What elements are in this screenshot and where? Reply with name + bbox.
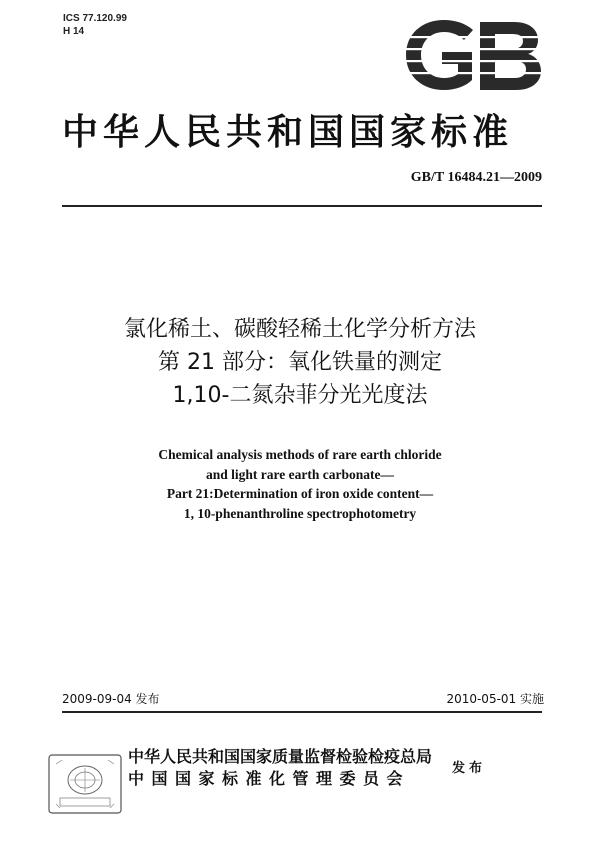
top-divider	[62, 205, 542, 207]
issuer-line-2: 中国国家标准化管理委员会	[128, 769, 411, 788]
bottom-divider	[62, 711, 542, 713]
english-title-line-4: 1, 10-phenanthroline spectrophotometry	[183, 505, 417, 521]
issuer-seal-icon	[46, 752, 124, 816]
issuing-authorities	[128, 746, 432, 790]
publish-label: 发布	[452, 761, 487, 776]
english-title-block	[0, 445, 600, 523]
english-title-line-1: Chemical analysis methods of rare earth chloride	[158, 447, 442, 462]
english-title-line-2: and light rare earth carbonate—	[206, 466, 394, 482]
chinese-title-line-2: 第 21 部分：氧化铁量的测定	[158, 350, 442, 375]
gb-logo	[404, 18, 542, 92]
chinese-title-block	[0, 313, 600, 412]
national-standard-title: 中华人民共和国国家标准	[62, 111, 514, 153]
standard-number: GB/T 16484.21—2009	[410, 170, 542, 185]
implementation-date: 2010-05-01 实施	[446, 692, 544, 706]
issuer-line-1: 中华人民共和国国家质量监督检验检疫总局	[128, 747, 433, 766]
classification-codes	[63, 12, 127, 38]
issue-date: 2009-09-04 发布	[62, 692, 160, 706]
ics-code: ICS 77.120.99	[63, 13, 127, 24]
english-title-line-3: Part 21:Determination of iron oxide content—	[166, 486, 434, 501]
ccs-code: H 14	[63, 26, 85, 37]
chinese-title-line-1: 氯化稀土、碳酸轻稀土化学分析方法	[123, 317, 476, 342]
chinese-title-line-3: 1,10-二氮杂菲分光光度法	[172, 383, 428, 408]
